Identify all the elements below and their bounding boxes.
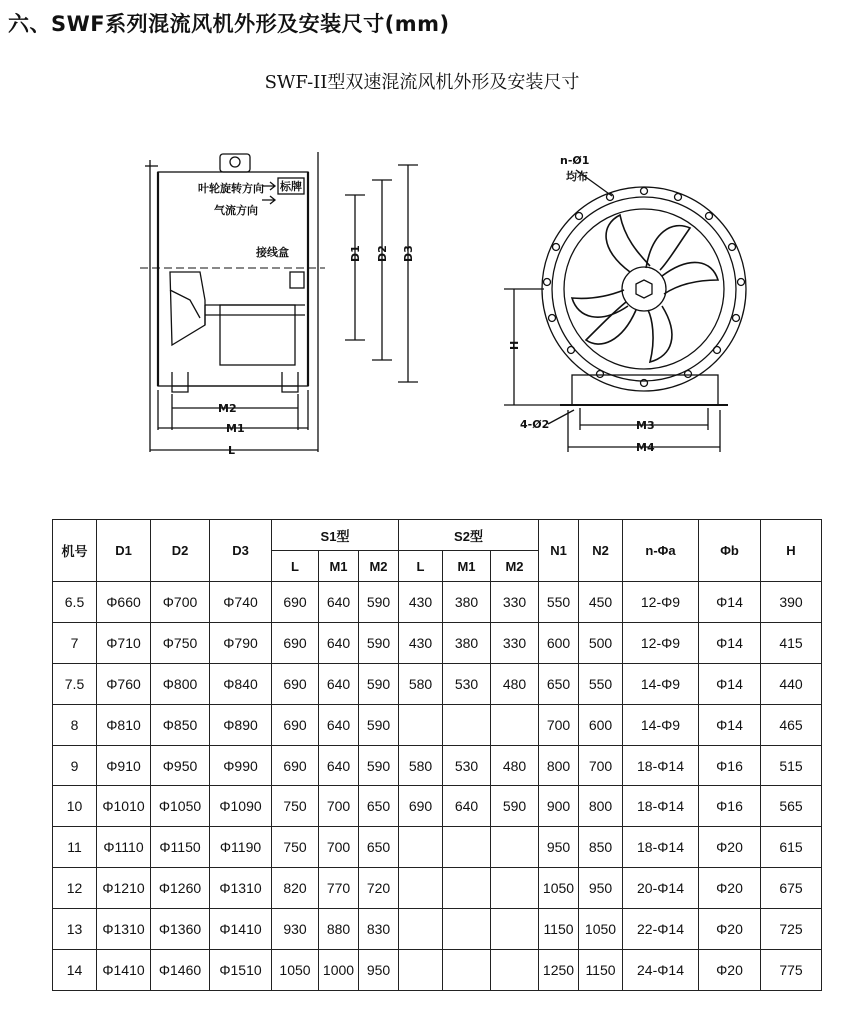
airflow-direction-label: 气流方向 [214,204,258,217]
table-cell: 690 [272,622,319,663]
table-cell: Φ20 [699,868,761,909]
table-cell: Φ1050 [151,786,210,827]
table-cell: Φ700 [151,582,210,623]
table-cell: 480 [491,745,539,786]
table-row [53,745,822,786]
table-cell: 24-Φ14 [623,950,699,991]
table-cell: 515 [761,745,822,786]
table-cell: 700 [319,827,359,868]
table-cell: 1050 [272,950,319,991]
table-cell: 1000 [319,950,359,991]
table-cell: 18-Φ14 [623,786,699,827]
table-cell [491,909,539,950]
table-cell: Φ1010 [97,786,151,827]
table-cell: 565 [761,786,822,827]
table-cell: 22-Φ14 [623,909,699,950]
table-cell: 640 [443,786,491,827]
table-cell: 11 [53,827,97,868]
col-d1: D1 [97,520,151,582]
table-cell: 900 [539,786,579,827]
table-cell: 550 [539,582,579,623]
table-cell: Φ1310 [97,909,151,950]
table-cell: 690 [272,745,319,786]
table-cell [491,950,539,991]
table-cell: 650 [359,786,399,827]
table-cell: Φ890 [210,704,272,745]
table-cell: 950 [579,868,623,909]
table-cell: 580 [399,663,443,704]
table-cell [491,827,539,868]
table-cell: 330 [491,622,539,663]
table-cell: 330 [491,582,539,623]
table-row [53,827,822,868]
table-cell: 1150 [539,909,579,950]
table-cell [399,827,443,868]
table-cell: 6.5 [53,582,97,623]
front-view [504,170,746,452]
table-cell: 850 [579,827,623,868]
table-cell: Φ1460 [151,950,210,991]
table-cell: 380 [443,622,491,663]
nameplate-label: 标牌 [280,180,302,193]
table-cell: 690 [272,582,319,623]
table-header-row [53,520,822,551]
table-cell: 700 [539,704,579,745]
table-cell: 530 [443,745,491,786]
table-cell: 950 [359,950,399,991]
table-row [53,909,822,950]
table-cell: Φ20 [699,950,761,991]
table-cell: 675 [761,868,822,909]
table-cell: Φ14 [699,582,761,623]
table-cell: 750 [272,827,319,868]
table-cell: 430 [399,582,443,623]
table-cell: 700 [579,745,623,786]
table-cell: 14-Φ9 [623,663,699,704]
table-cell: Φ760 [97,663,151,704]
table-cell: 415 [761,622,822,663]
table-cell: Φ20 [699,827,761,868]
table-cell: 550 [579,663,623,704]
table-cell: 12-Φ9 [623,622,699,663]
table-cell: Φ14 [699,663,761,704]
table-cell: 465 [761,704,822,745]
table-cell: 640 [319,704,359,745]
col-s2-m1: M1 [443,551,491,582]
d2-label: D2 [376,245,389,262]
table-cell: Φ790 [210,622,272,663]
table-cell: 590 [491,786,539,827]
table-cell: Φ1090 [210,786,272,827]
table-cell: 820 [272,868,319,909]
table-cell: 8 [53,704,97,745]
fan-dimension-drawing [0,130,844,470]
table-cell: Φ660 [97,582,151,623]
table-cell: 1050 [539,868,579,909]
table-cell: 20-Φ14 [623,868,699,909]
col-group-s1: S1型 [272,520,399,551]
table-cell: Φ1210 [97,868,151,909]
table-cell: 720 [359,868,399,909]
table-cell: Φ950 [151,745,210,786]
table-cell: Φ750 [151,622,210,663]
table-cell: 580 [399,745,443,786]
table-cell [399,868,443,909]
table-cell: Φ810 [97,704,151,745]
table-cell: 14 [53,950,97,991]
table-cell [399,704,443,745]
table-cell: 775 [761,950,822,991]
m1-label: M1 [226,422,245,435]
table-cell: 500 [579,622,623,663]
table-cell: 12-Φ9 [623,582,699,623]
table-cell: 640 [319,622,359,663]
table-cell: 480 [491,663,539,704]
table-cell: 7 [53,622,97,663]
table-row [53,950,822,991]
table-cell: Φ710 [97,622,151,663]
page-heading: 六、SWF系列混流风机外形及安装尺寸(mm) [8,12,450,36]
table-row [53,704,822,745]
table-cell: Φ14 [699,622,761,663]
table-cell: Φ1410 [97,950,151,991]
table-cell: 18-Φ14 [623,745,699,786]
col-model: 机号 [53,520,97,582]
table-cell: 700 [319,786,359,827]
col-holes: n-Φa [623,520,699,582]
table-cell: 725 [761,909,822,950]
table-cell: 380 [443,582,491,623]
table-cell: 13 [53,909,97,950]
table-cell: 9 [53,745,97,786]
table-cell: 10 [53,786,97,827]
col-s1-l: L [272,551,319,582]
col-group-s2: S2型 [399,520,539,551]
m2-label: M2 [218,402,237,415]
front-view-labels [508,154,655,454]
table-row [53,868,822,909]
table-cell: 14-Φ9 [623,704,699,745]
table-cell: Φ1410 [210,909,272,950]
table-cell: Φ16 [699,786,761,827]
table-cell: Φ20 [699,909,761,950]
table-cell: Φ1310 [210,868,272,909]
d3-label: D3 [402,245,415,262]
dimension-table [52,519,822,991]
table-cell: 1250 [539,950,579,991]
table-cell [443,868,491,909]
col-h: H [761,520,822,582]
col-phib: Φb [699,520,761,582]
table-cell: 650 [359,827,399,868]
table-cell: 800 [539,745,579,786]
col-d3: D3 [210,520,272,582]
table-row [53,582,822,623]
table-cell: Φ740 [210,582,272,623]
table-cell [491,704,539,745]
table-cell: Φ1360 [151,909,210,950]
table-cell: Φ1190 [210,827,272,868]
table-cell: Φ910 [97,745,151,786]
l-label: L [228,444,236,457]
table-cell: 440 [761,663,822,704]
table-cell: 1050 [579,909,623,950]
table-cell: 590 [359,704,399,745]
junction-box-label: 接线盒 [256,246,289,259]
table-cell: 640 [319,582,359,623]
col-s1-m2: M2 [359,551,399,582]
even-distribution-label: 均布 [566,170,588,183]
table-cell: 650 [539,663,579,704]
m4-label: M4 [636,441,655,454]
table-cell [399,909,443,950]
col-s1-m1: M1 [319,551,359,582]
table-cell: Φ16 [699,745,761,786]
table-cell: 1150 [579,950,623,991]
foot-holes-label: 4-Ø2 [520,418,550,431]
table-cell: 800 [579,786,623,827]
col-s2-l: L [399,551,443,582]
flange-bolt-holes [544,188,745,387]
table-row [53,622,822,663]
table-body [53,582,822,991]
table-cell: Φ990 [210,745,272,786]
table-cell: 18-Φ14 [623,827,699,868]
table-cell: 830 [359,909,399,950]
table-cell [491,868,539,909]
m3-label: M3 [636,419,655,432]
table-cell: 770 [319,868,359,909]
side-view [140,152,418,452]
col-s2-m2: M2 [491,551,539,582]
table-cell: 390 [761,582,822,623]
table-cell: 690 [399,786,443,827]
table-cell: Φ1150 [151,827,210,868]
table-cell: 600 [539,622,579,663]
h-label: H [508,340,521,350]
table-cell: 615 [761,827,822,868]
table-cell: 590 [359,745,399,786]
table-cell: 930 [272,909,319,950]
table-cell: 640 [319,663,359,704]
col-d2: D2 [151,520,210,582]
table-cell: 12 [53,868,97,909]
table-row [53,663,822,704]
table-row [53,786,822,827]
table-cell: 450 [579,582,623,623]
table-cell [443,827,491,868]
table-cell: 7.5 [53,663,97,704]
table-cell [443,704,491,745]
table-cell: Φ1110 [97,827,151,868]
table-cell: 590 [359,663,399,704]
table-cell: Φ850 [151,704,210,745]
col-n2: N2 [579,520,623,582]
table-cell: 690 [272,663,319,704]
table-cell: 430 [399,622,443,663]
table-cell: 950 [539,827,579,868]
impeller-direction-label: 叶轮旋转方向 [198,182,264,195]
table-cell: Φ800 [151,663,210,704]
table-cell: 530 [443,663,491,704]
table-cell [399,950,443,991]
table-cell [443,950,491,991]
table-cell: 880 [319,909,359,950]
table-cell: 590 [359,622,399,663]
table-cell: 750 [272,786,319,827]
drawing-subtitle: SWF-II型双速混流风机外形及安装尺寸 [264,72,580,93]
table-cell: 690 [272,704,319,745]
col-n1: N1 [539,520,579,582]
table-cell [443,909,491,950]
table-cell: Φ840 [210,663,272,704]
table-cell: 600 [579,704,623,745]
table-cell: Φ1510 [210,950,272,991]
table-cell: 590 [359,582,399,623]
d1-label: D1 [349,245,362,262]
table-cell: Φ14 [699,704,761,745]
table-cell: Φ1260 [151,868,210,909]
table-cell: 640 [319,745,359,786]
bolt-holes-label: n-Ø1 [560,154,590,167]
